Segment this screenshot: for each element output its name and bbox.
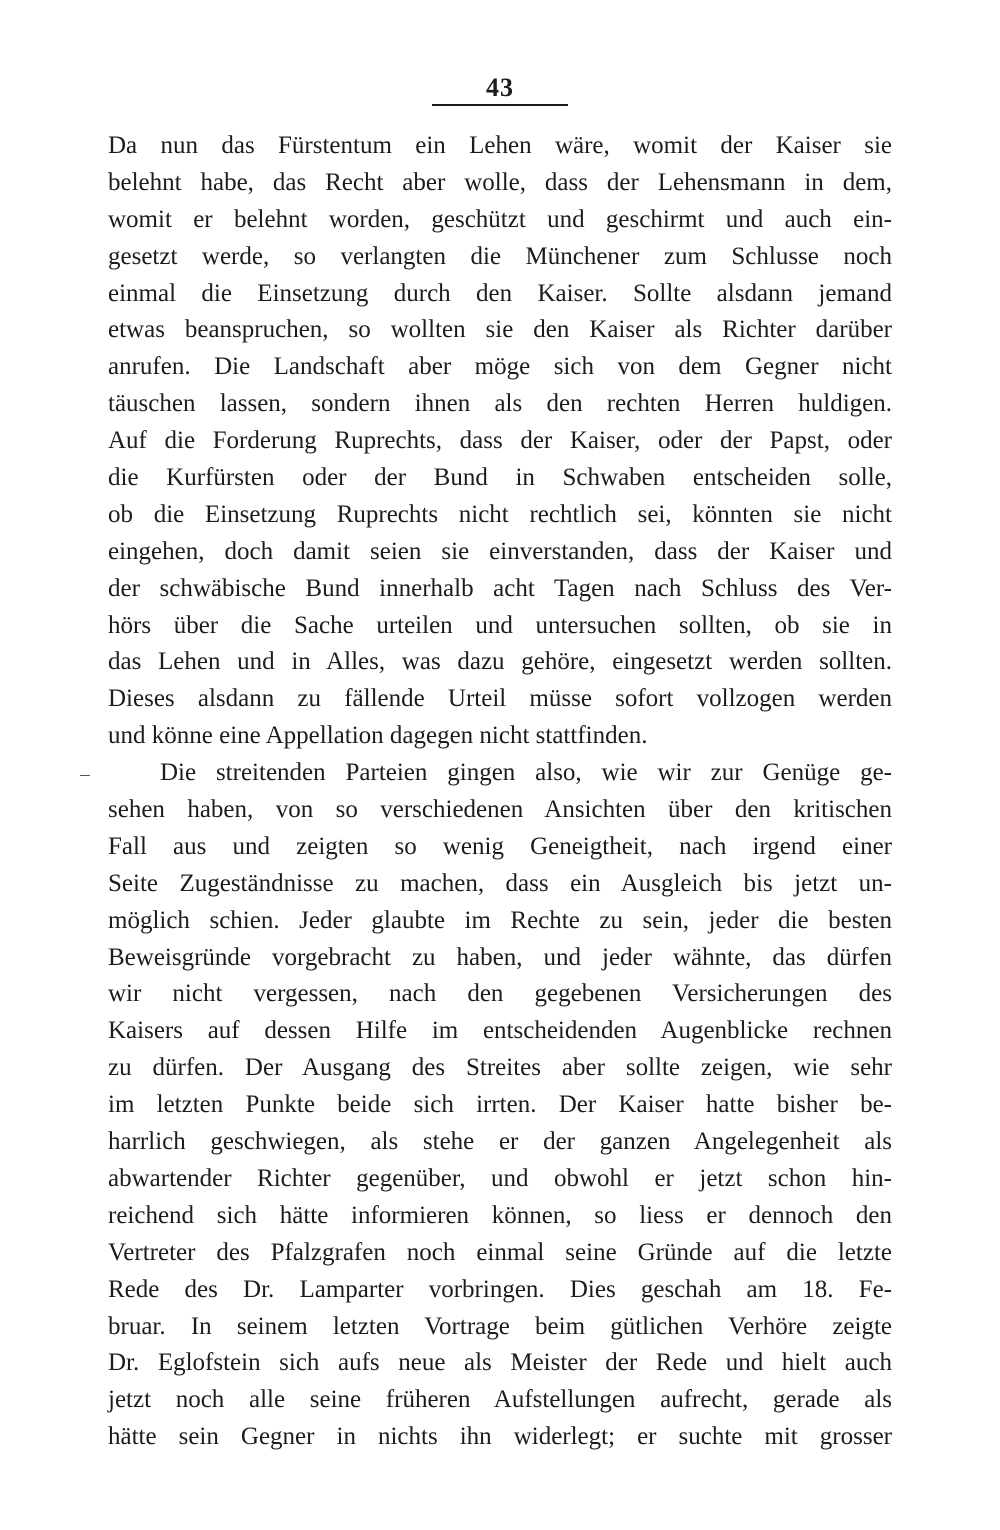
text-line: gesetzt werde, so verlangten die Münchener zum Schlusse noch: [108, 242, 892, 270]
text-line: bruar. In seinem letzten Vortrage beim gütlichen Verhöre zeigte: [108, 1312, 892, 1340]
text-line: anrufen. Die Landschaft aber möge sich von dem Gegner nicht: [108, 353, 892, 381]
text-line: zu dürfen. Der Ausgang des Streites aber sollte zeigen, wie sehr: [108, 1054, 892, 1082]
text-line: wir nicht vergessen, nach den gegebenen Versicherungen des: [108, 980, 892, 1008]
text-line: ob die Einsetzung Ruprechts nicht rechtlich sei, könnten sie nicht: [108, 500, 892, 528]
text-line: täuschen lassen, sondern ihnen als den rechten Herren huldigen.: [108, 390, 892, 418]
text-line: abwartender Richter gegenüber, und obwohl er jetzt schon hin-: [108, 1164, 892, 1192]
text-line: Rede des Dr. Lamparter vorbringen. Dies geschah am 18. Fe-: [108, 1275, 892, 1303]
text-line: Beweisgründe vorgebracht zu haben, und jeder wähnte, das dürfen: [108, 943, 892, 971]
text-line: hörs über die Sache urteilen und untersuchen sollten, ob sie in: [108, 611, 892, 639]
body-text: [108, 128, 892, 1456]
page-header: [430, 74, 570, 106]
page-number: 43: [486, 73, 514, 102]
text-line: jetzt noch alle seine früheren Aufstellungen aufrecht, gerade als: [108, 1386, 892, 1414]
text-line: Auf die Forderung Ruprechts, dass der Kaiser, oder der Papst, oder: [108, 427, 892, 455]
paragraph-end-line: und könne eine Appellation dagegen nicht stattfinden.: [108, 722, 648, 750]
header-rule: [432, 104, 568, 106]
text-line: Da nun das Fürstentum ein Lehen wäre, womit der Kaiser sie: [108, 132, 892, 159]
text-line: Vertreter des Pfalzgrafen noch einmal seine Gründe auf die letzte: [108, 1238, 892, 1266]
text-line: Seite Zugeständnisse zu machen, dass ein Ausgleich bis jetzt un-: [108, 869, 892, 897]
text-line: etwas beanspruchen, so wollten sie den Kaiser als Richter darüber: [108, 316, 892, 344]
text-line: die Kurfürsten oder der Bund in Schwaben entscheiden solle,: [108, 464, 892, 492]
text-line: hätte sein Gegner in nichts ihn widerlegt; er suchte mit grosser: [108, 1423, 892, 1451]
text-line: belehnt habe, das Recht aber wolle, dass der Lehensmann in dem,: [108, 168, 892, 196]
margin-mark: [80, 775, 90, 776]
text-line: im letzten Punkte beide sich irrten. Der Kaiser hatte bisher be-: [108, 1091, 892, 1119]
text-line: harrlich geschwiegen, als stehe er der ganzen Angelegenheit als: [108, 1128, 892, 1156]
text-line: reichend sich hätte informieren können, so liess er dennoch den: [108, 1201, 892, 1229]
text-line: möglich schien. Jeder glaubte im Rechte zu sein, jeder die besten: [108, 906, 892, 934]
text-line: der schwäbische Bund innerhalb acht Tagen nach Schluss des Ver-: [108, 574, 892, 602]
text-line: das Lehen und in Alles, was dazu gehöre, eingesetzt werden sollten.: [108, 648, 892, 676]
text-line: eingehen, doch damit seien sie einverstanden, dass der Kaiser und: [108, 537, 892, 565]
text-line: einmal die Einsetzung durch den Kaiser. Sollte alsdann jemand: [108, 279, 892, 307]
paragraph-start-line: Die streitenden Parteien gingen also, wie wir zur Genüge ge-: [160, 759, 892, 787]
text-line: Dr. Eglofstein sich aufs neue als Meister der Rede und hielt auch: [108, 1349, 892, 1377]
text-line: womit er belehnt worden, geschützt und geschirmt und auch ein-: [108, 205, 892, 233]
text-line: Dieses alsdann zu fällende Urteil müsse sofort vollzogen werden: [108, 685, 892, 713]
text-line: Kaisers auf dessen Hilfe im entscheidenden Augenblicke rechnen: [108, 1017, 892, 1045]
text-line: sehen haben, von so verschiedenen Ansichten über den kritischen: [108, 796, 892, 824]
text-line: Fall aus und zeigten so wenig Geneigtheit, nach irgend einer: [108, 832, 892, 860]
